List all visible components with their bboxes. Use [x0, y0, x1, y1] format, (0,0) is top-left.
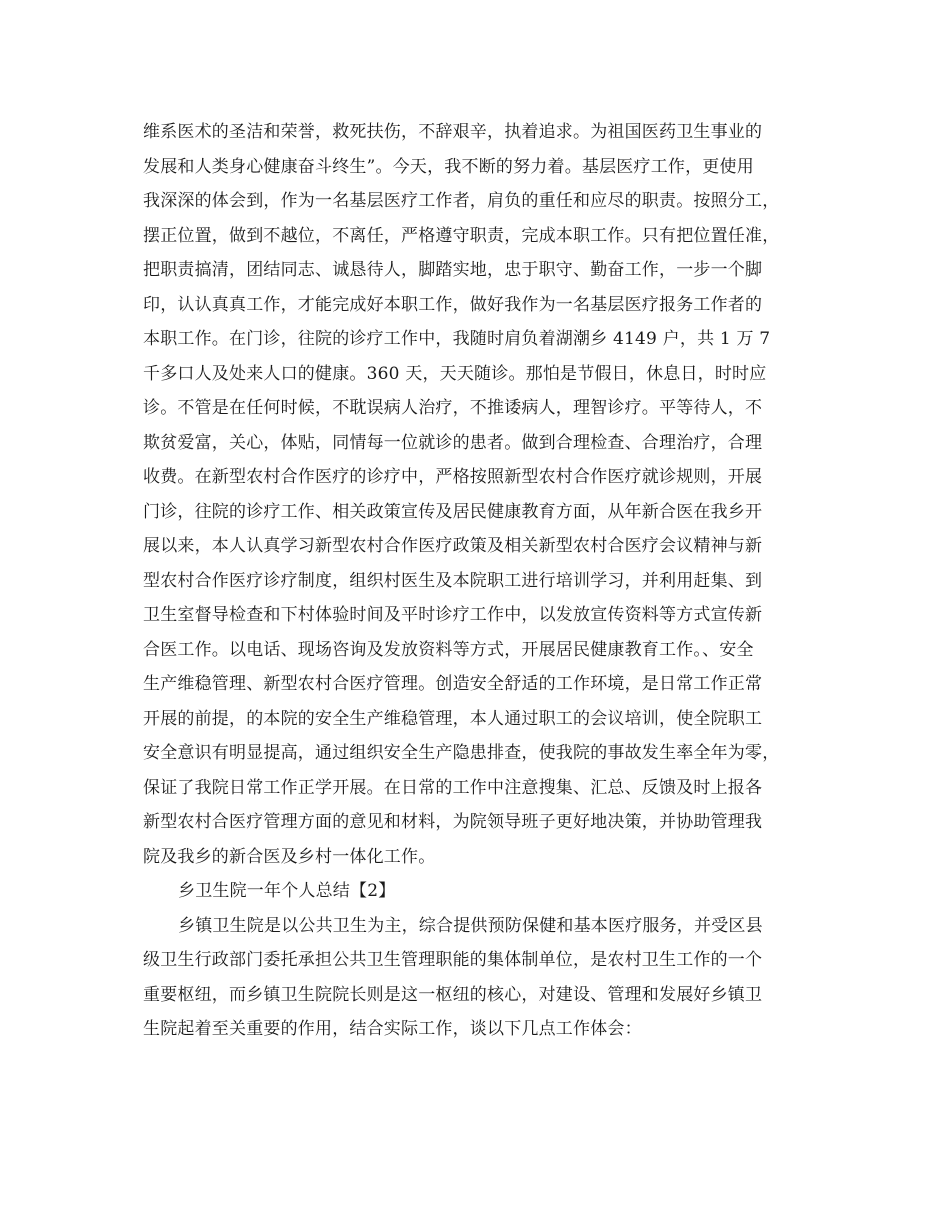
text-line: 门诊，往院的诊疗工作、相关政策宣传及居民健康教育方面，从年新合医在我乡开 [143, 501, 763, 522]
text-line: 欺贫爱富，关心，体贴，同情每一位就诊的患者。做到合理检查、合理治疗，合理 [143, 432, 763, 453]
text-line: 本职工作。在门诊，往院的诊疗工作中，我随时肩负着湖潮乡 4149 户，共 1 万 7 [143, 329, 771, 349]
text-line: 发展和人类身心健康奋斗终生”。今天，我不断的努力着。基层医疗工作，更使用 [143, 156, 754, 177]
text-line: 重要枢纽，而乡镇卫生院院长则是这一枢纽的核心，对建设、管理和发展好乡镇卫 [143, 984, 763, 1005]
text-line: 安全意识有明显提高，通过组织安全生产隐患排查，使我院的事故发生率全年为零， [143, 743, 780, 763]
text-line: 我深深的体会到，作为一名基层医疗工作者，肩负的重任和应尽的职责。按照分工， [143, 191, 780, 211]
text-line: 诊。不管是在任何时候，不耽误病人治疗，不推诿病人，理智诊疗。平等待人，不 [143, 398, 763, 418]
text-line: 新型农村合医疗管理方面的意见和材料，为院领导班子更好地决策，并协助管理我 [143, 812, 763, 832]
text-line: 开展的前提，的本院的安全生产维稳管理，本人通过职工的会议培训，使全院职工 [143, 708, 763, 729]
text-line: 印，认认真真工作，才能完成好本职工作，做好我作为一名基层医疗报务工作者的 [143, 294, 763, 315]
paragraph-first-line: 乡卫生院一年个人总结【2】 [178, 881, 396, 901]
text-line: 卫生室督导检查和下村体验时间及平时诊疗工作中，以发放宣传资料等方式宣传新 [143, 605, 763, 625]
text-line: 生院起着至关重要的作用，结合实际工作，谈以下几点工作体会： [143, 1019, 642, 1039]
text-line: 合医工作。以电话、现场咨询及发放资料等方式，开展居民健康教育工作。、安全 [143, 639, 754, 660]
text-line: 级卫生行政部门委托承担公共卫生管理职能的集体制单位，是农村卫生工作的一个 [143, 950, 763, 970]
text-line: 展以来，本人认真学习新型农村合作医疗政策及相关新型农村合医疗会议精神与新 [143, 536, 763, 556]
text-line: 收费。在新型农村合作医疗的诊疗中，严格按照新型农村合作医疗就诊规则，开展 [143, 467, 763, 487]
text-line: 院及我乡的新合医及乡村一体化工作。 [143, 846, 436, 867]
text-line: 摆正位置，做到不越位，不离任，严格遵守职责，完成本职工作。只有把位置任准， [143, 225, 780, 246]
text-line: 保证了我院日常工作正学开展。在日常的工作中注意搜集、汇总、反馈及时上报各 [143, 777, 763, 798]
text-line: 千多口人及处来人口的健康。360 天，天天随诊。那怕是节假日，休息日，时时应 [143, 363, 767, 384]
text-line: 把职责搞清，团结同志、诚恳待人，脚踏实地，忠于职守、勤奋工作，一步一个脚 [143, 260, 763, 280]
text-line: 型农村合作医疗诊疗制度，组织村医生及本院职工进行培训学习，并利用赶集、到 [143, 570, 763, 591]
text-line: 生产维稳管理、新型农村合医疗管理。创造安全舒适的工作环境，是日常工作正常 [143, 674, 763, 694]
paragraph-first-line: 乡镇卫生院是以公共卫生为主，综合提供预防保健和基本医疗服务，并受区县 [178, 915, 763, 936]
text-line: 维系医术的圣洁和荣誉，救死扶伤，不辞艰辛，执着追求。为祖国医药卫生事业的 [143, 122, 763, 142]
